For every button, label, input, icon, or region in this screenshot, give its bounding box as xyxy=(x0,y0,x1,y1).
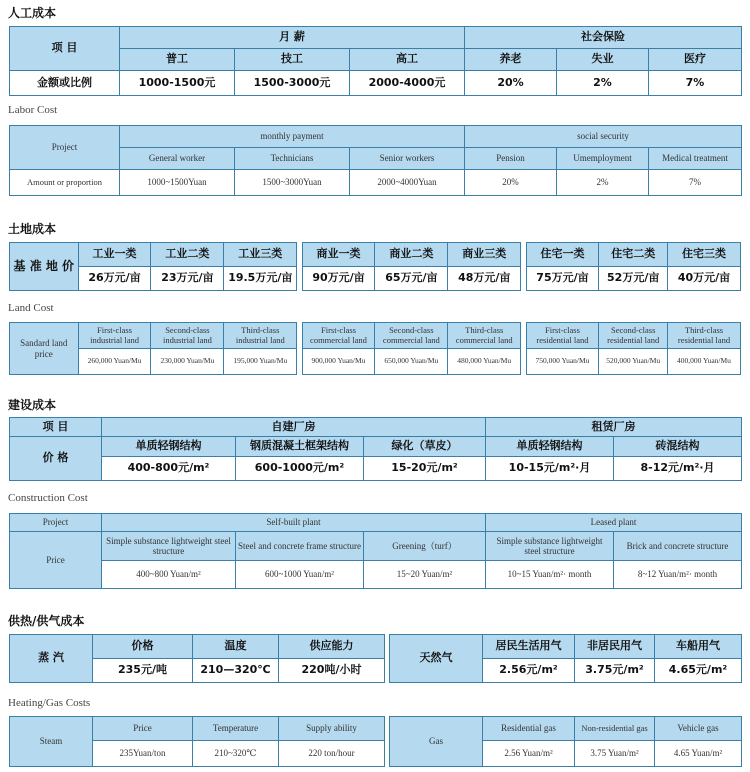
table-cell: 2.56元/m² xyxy=(483,659,575,683)
column-header: 商业三类 xyxy=(448,243,521,267)
table-cell: 220吨/小时 xyxy=(279,659,385,683)
labor-title-cn: 人工成本 xyxy=(8,6,57,20)
column-header: 医疗 xyxy=(649,49,742,71)
table-cell: 20% xyxy=(465,170,557,196)
column-header: 技工 xyxy=(235,49,350,71)
table-cell: 15-20元/m² xyxy=(364,457,486,481)
column-header: First-class commercial land xyxy=(302,323,375,349)
self-built-header: 自建厂房 xyxy=(102,418,486,437)
land-title-en: Land Cost xyxy=(8,302,54,314)
column-header: First-class residential land xyxy=(526,323,599,349)
column-header: 住宅一类 xyxy=(526,243,599,267)
column-header: Third-class industrial land xyxy=(224,323,297,349)
table-cell: 400~800 Yuan/m² xyxy=(102,561,236,589)
column-header: 普工 xyxy=(120,49,235,71)
table-cell: 480,000 Yuan/Mu xyxy=(448,349,521,375)
social-security-header: social security xyxy=(465,126,742,148)
column-header: 价格 xyxy=(93,635,193,659)
column-header: Temperature xyxy=(193,717,279,741)
monthly-pay-header: monthly payment xyxy=(120,126,465,148)
column-header: 工业二类 xyxy=(151,243,224,267)
table-cell: 10-15元/m²·月 xyxy=(486,457,614,481)
table-cell: 210—320℃ xyxy=(193,659,279,683)
monthly-pay-header: 月 薪 xyxy=(120,27,465,49)
table-cell: 4.65元/m² xyxy=(655,659,742,683)
table-cell: 75万元/亩 xyxy=(526,267,599,291)
column-header: Technicians xyxy=(235,148,350,170)
column-header: 绿化（草皮） xyxy=(364,437,486,457)
column-header: 高工 xyxy=(350,49,465,71)
heating-table-en xyxy=(9,716,742,767)
table-cell: 40万元/亩 xyxy=(668,267,741,291)
table-cell: 15~20 Yuan/m² xyxy=(364,561,486,589)
table-cell: 52万元/亩 xyxy=(599,267,668,291)
project-header: Project xyxy=(10,126,120,170)
table-cell: 2% xyxy=(557,170,649,196)
column-header: Steel and concrete frame structure xyxy=(236,532,364,561)
column-header: 工业三类 xyxy=(224,243,297,267)
column-header: Brick and concrete structure xyxy=(614,532,742,561)
column-header: 车船用气 xyxy=(655,635,742,659)
construction-table-cn xyxy=(9,417,742,481)
price-label: 价 格 xyxy=(10,437,102,481)
column-header: 养老 xyxy=(465,49,557,71)
column-header: Simple substance lightweight steel structure xyxy=(102,532,236,561)
table-cell: 400-800元/m² xyxy=(102,457,236,481)
table-cell: 750,000 Yuan/Mu xyxy=(526,349,599,375)
table-cell: 1500~3000Yuan xyxy=(235,170,350,196)
column-gap xyxy=(385,659,390,683)
row-label: 金额或比例 xyxy=(10,71,120,96)
table-cell: 260,000 Yuan/Mu xyxy=(78,349,151,375)
table-cell: 230,000 Yuan/Mu xyxy=(151,349,224,375)
column-header: Third-class residential land xyxy=(668,323,741,349)
table-cell: 20% xyxy=(465,71,557,96)
table-cell: 195,000 Yuan/Mu xyxy=(224,349,297,375)
table-cell: 3.75元/m² xyxy=(575,659,655,683)
column-header: Pension xyxy=(465,148,557,170)
column-header: Greening（turf） xyxy=(364,532,486,561)
table-cell: 1500-3000元 xyxy=(235,71,350,96)
leased-header: Leased plant xyxy=(486,514,742,532)
column-header: Non-residential gas xyxy=(575,717,655,741)
heating-title-cn: 供热/供气成本 xyxy=(8,614,85,628)
table-cell: 7% xyxy=(649,71,742,96)
column-header: 居民生活用气 xyxy=(483,635,575,659)
table-cell: 90万元/亩 xyxy=(302,267,375,291)
table-cell: 3.75 Yuan/m² xyxy=(575,741,655,767)
steam-label: Steam xyxy=(10,717,93,767)
column-header: Simple substance lightweight steel structure xyxy=(486,532,614,561)
heating-table-cn xyxy=(9,634,742,683)
table-cell: 1000~1500Yuan xyxy=(120,170,235,196)
column-header: Senior workers xyxy=(350,148,465,170)
price-label: Price xyxy=(10,532,102,589)
column-gap xyxy=(385,741,390,767)
table-cell: 2000~4000Yuan xyxy=(350,170,465,196)
table-cell: 7% xyxy=(649,170,742,196)
table-cell: 2.56 Yuan/m² xyxy=(483,741,575,767)
labor-table-cn xyxy=(9,26,742,96)
column-header: Supply ability xyxy=(279,717,385,741)
project-header: Project xyxy=(10,514,102,532)
labor-title-en: Labor Cost xyxy=(8,104,58,116)
table-cell: 10~15 Yuan/m²· month xyxy=(486,561,614,589)
table-cell: 8-12元/m²·月 xyxy=(614,457,742,481)
construction-table-en xyxy=(9,513,742,589)
self-built-header: Self-built plant xyxy=(102,514,486,532)
column-header: Second-class industrial land xyxy=(151,323,224,349)
table-cell: 23万元/亩 xyxy=(151,267,224,291)
table-cell: 26万元/亩 xyxy=(78,267,151,291)
construction-title-cn: 建设成本 xyxy=(8,398,57,412)
table-cell: 235元/吨 xyxy=(93,659,193,683)
column-header: Medical treatment xyxy=(649,148,742,170)
column-header: Vehicle gas xyxy=(655,717,742,741)
gas-label: Gas xyxy=(390,717,483,767)
column-header: 单质轻钢结构 xyxy=(486,437,614,457)
row-label: Amount or proportion xyxy=(10,170,120,196)
table-cell: 235Yuan/ton xyxy=(93,741,193,767)
column-header: Second-class commercial land xyxy=(375,323,448,349)
table-cell: 19.5万元/亩 xyxy=(224,267,297,291)
table-cell: 1000-1500元 xyxy=(120,71,235,96)
table-cell: 48万元/亩 xyxy=(448,267,521,291)
column-header: Price xyxy=(93,717,193,741)
gas-label: 天然气 xyxy=(390,635,483,683)
land-price-label: Sandard land price xyxy=(10,323,79,375)
social-security-header: 社会保险 xyxy=(465,27,742,49)
column-header: 失业 xyxy=(557,49,649,71)
column-header: 钢质混凝土框架结构 xyxy=(236,437,364,457)
table-cell: 600-1000元/m² xyxy=(236,457,364,481)
project-header: 项 目 xyxy=(10,27,120,71)
column-header: Second-class residential land xyxy=(599,323,668,349)
table-cell: 520,000 Yuan/Mu xyxy=(599,349,668,375)
land-table-cn xyxy=(9,242,741,291)
project-header: 项 目 xyxy=(10,418,102,437)
labor-table-en xyxy=(9,125,742,196)
table-cell: 600~1000 Yuan/m² xyxy=(236,561,364,589)
column-header: 供应能力 xyxy=(279,635,385,659)
table-cell: 650,000 Yuan/Mu xyxy=(375,349,448,375)
column-header: 砖混结构 xyxy=(614,437,742,457)
table-cell: 900,000 Yuan/Mu xyxy=(302,349,375,375)
table-cell: 65万元/亩 xyxy=(375,267,448,291)
leased-header: 租赁厂房 xyxy=(486,418,742,437)
land-table-en xyxy=(9,322,741,375)
steam-label: 蒸 汽 xyxy=(10,635,93,683)
column-header: 住宅二类 xyxy=(599,243,668,267)
table-cell: 220 ton/hour xyxy=(279,741,385,767)
column-header: 温度 xyxy=(193,635,279,659)
column-header: 商业一类 xyxy=(302,243,375,267)
table-cell: 210~320℃ xyxy=(193,741,279,767)
column-header: 商业二类 xyxy=(375,243,448,267)
column-header: General worker xyxy=(120,148,235,170)
table-cell: 2% xyxy=(557,71,649,96)
table-cell: 400,000 Yuan/Mu xyxy=(668,349,741,375)
land-price-label: 基 准 地 价 xyxy=(10,243,79,291)
column-header: Residential gas xyxy=(483,717,575,741)
land-title-cn: 土地成本 xyxy=(8,222,57,236)
column-header: Umemployment xyxy=(557,148,649,170)
column-header: 工业一类 xyxy=(78,243,151,267)
table-cell: 2000-4000元 xyxy=(350,71,465,96)
column-header: 单质轻钢结构 xyxy=(102,437,236,457)
column-header: Third-class commercial land xyxy=(448,323,521,349)
heating-title-en: Heating/Gas Costs xyxy=(8,697,91,709)
table-cell: 8~12 Yuan/m²· month xyxy=(614,561,742,589)
construction-title-en: Construction Cost xyxy=(8,492,88,504)
column-header: First-class industrial land xyxy=(78,323,151,349)
column-header: 住宅三类 xyxy=(668,243,741,267)
column-header: 非居民用气 xyxy=(575,635,655,659)
table-cell: 4.65 Yuan/m² xyxy=(655,741,742,767)
